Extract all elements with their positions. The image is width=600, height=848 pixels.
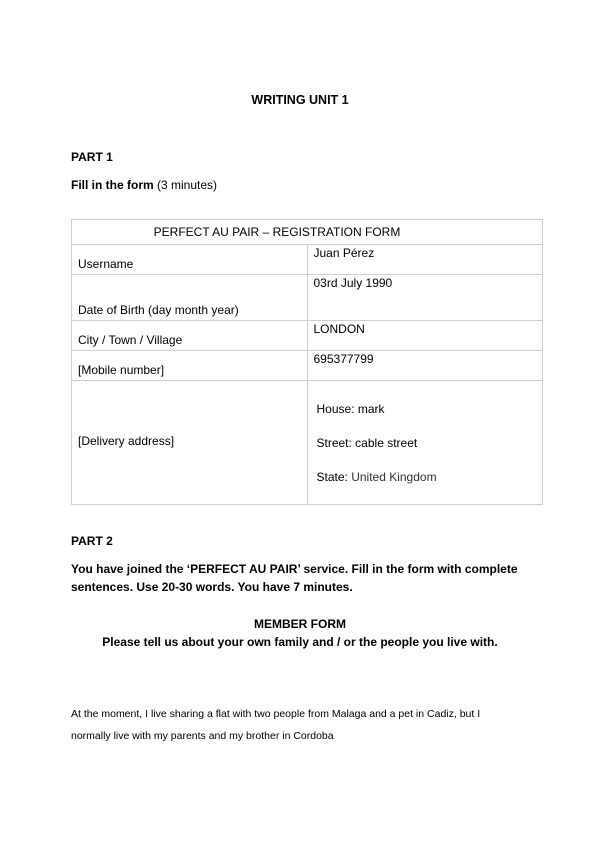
username-value[interactable]: Juan Pérez (307, 245, 543, 275)
member-form-answer[interactable] (71, 703, 541, 747)
delivery-state (317, 470, 537, 484)
dob-label: Date of Birth (day month year) (72, 275, 308, 321)
dob-value[interactable]: 03rd July 1990 (307, 275, 543, 321)
part1-instruction (71, 178, 217, 192)
city-value[interactable]: LONDON (307, 321, 543, 351)
delivery-state-value: United Kingdom (351, 470, 437, 484)
answer-line2: normally live with my parents and my brother in Cordoba (71, 730, 334, 742)
part1-instruction-rest: (3 minutes) (153, 178, 218, 192)
member-form-title: MEMBER FORM (254, 617, 346, 631)
part2-instruction-line1: You have joined the ‘PERFECT AU PAIR’ service. Fill in the form with complete (71, 562, 518, 576)
form-title: PERFECT AU PAIR – REGISTRATION FORM (72, 220, 543, 245)
delivery-label: [Delivery address] (72, 381, 308, 505)
delivery-state-label: State: (316, 470, 352, 484)
part2-instruction (71, 560, 518, 596)
part1-heading: PART 1 (71, 150, 113, 164)
mobile-value[interactable]: 695377799 (307, 351, 543, 381)
part2-instruction-line2: sentences. Use 20-30 words. You have 7 minutes. (71, 580, 353, 594)
delivery-house: House: mark (316, 402, 385, 416)
delivery-street: Street: cable street (316, 436, 418, 450)
delivery-value[interactable] (307, 381, 543, 505)
member-form-prompt: Please tell us about your own family and / or the people you live with. (102, 635, 498, 649)
mobile-label: [Mobile number] (72, 351, 308, 381)
answer-line1: At the moment, I live sharing a flat with two people from Malaga and a pet in Cadiz, but I (71, 708, 481, 720)
part2-heading: PART 2 (71, 534, 113, 548)
city-label: City / Town / Village (72, 321, 308, 351)
member-form-header (0, 615, 600, 651)
part1-instruction-bold: Fill in the form (71, 178, 154, 192)
registration-form (71, 219, 543, 505)
username-label: Username (72, 245, 308, 275)
page-title: WRITING UNIT 1 (251, 93, 349, 107)
